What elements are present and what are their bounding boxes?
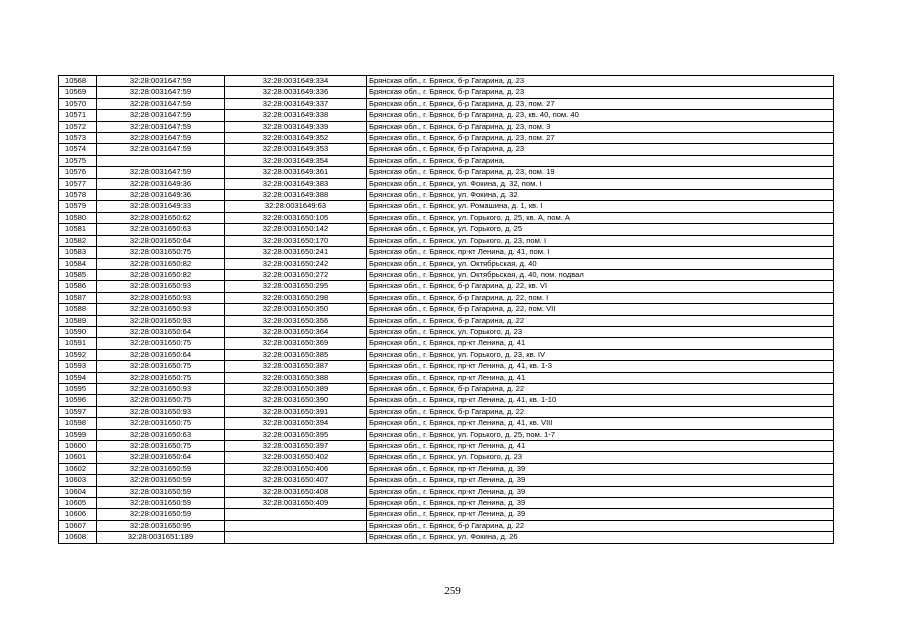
land-cadastral-number-cell: 32:28:0031650:64	[97, 326, 225, 337]
land-cadastral-number-cell: 32:28:0031650:75	[97, 338, 225, 349]
object-cadastral-number-cell: 32:28:0031649:361	[225, 167, 367, 178]
table-row	[59, 190, 834, 201]
address-cell: Брянская обл., г. Брянск, б-р Гагарина, д. 22	[367, 406, 834, 417]
address-cell: Брянская обл., г. Брянск, пр-кт Ленина, д. 41	[367, 372, 834, 383]
row-number-cell: 10590	[59, 326, 97, 337]
land-cadastral-number-cell: 32:28:0031647:59	[97, 76, 225, 87]
row-number-cell: 10605	[59, 498, 97, 509]
object-cadastral-number-cell: 32:28:0031650:407	[225, 475, 367, 486]
object-cadastral-number-cell: 32:28:0031650:105	[225, 212, 367, 223]
row-number-cell: 10570	[59, 98, 97, 109]
address-cell: Брянская обл., г. Брянск, б-р Гагарина, д. 22, пом. I	[367, 292, 834, 303]
table-row	[59, 532, 834, 543]
row-number-cell: 10572	[59, 121, 97, 132]
address-cell: Брянская обл., г. Брянск, пр-кт Ленина, д. 41	[367, 338, 834, 349]
land-cadastral-number-cell: 32:28:0031650:59	[97, 463, 225, 474]
land-cadastral-number-cell: 32:28:0031650:75	[97, 247, 225, 258]
land-cadastral-number-cell: 32:28:0031650:59	[97, 486, 225, 497]
row-number-cell: 10600	[59, 441, 97, 452]
land-cadastral-number-cell: 32:28:0031650:93	[97, 383, 225, 394]
table-row	[59, 441, 834, 452]
land-cadastral-number-cell: 32:28:0031649:36	[97, 190, 225, 201]
object-cadastral-number-cell: 32:28:0031650:142	[225, 224, 367, 235]
object-cadastral-number-cell: 32:28:0031650:241	[225, 247, 367, 258]
address-cell: Брянская обл., г. Брянск, б-р Гагарина, д. 23, пом. 3	[367, 121, 834, 132]
row-number-cell: 10593	[59, 361, 97, 372]
row-number-cell: 10569	[59, 87, 97, 98]
row-number-cell: 10585	[59, 269, 97, 280]
table-row	[59, 98, 834, 109]
address-cell: Брянская обл., г. Брянск, ул. Горького, д. 23, кв. IV	[367, 349, 834, 360]
row-number-cell: 10577	[59, 178, 97, 189]
table-row	[59, 498, 834, 509]
land-cadastral-number-cell: 32:28:0031650:59	[97, 498, 225, 509]
object-cadastral-number-cell: 32:28:0031650:388	[225, 372, 367, 383]
row-number-cell: 10584	[59, 258, 97, 269]
address-cell: Брянская обл., г. Брянск, пр-кт Ленина, д. 41, кв. VIII	[367, 418, 834, 429]
address-cell: Брянская обл., г. Брянск, ул. Фокина, д. 32	[367, 190, 834, 201]
address-cell: Брянская обл., г. Брянск, ул. Горького, д. 23	[367, 452, 834, 463]
address-cell: Брянская обл., г. Брянск, ул. Октябрьская, д. 40, пом. подвал	[367, 269, 834, 280]
address-cell: Брянская обл., г. Брянск, б-р Гагарина, д. 23	[367, 144, 834, 155]
table-row	[59, 372, 834, 383]
row-number-cell: 10583	[59, 247, 97, 258]
land-cadastral-number-cell: 32:28:0031650:75	[97, 395, 225, 406]
table-row	[59, 395, 834, 406]
row-number-cell: 10607	[59, 520, 97, 531]
land-cadastral-number-cell: 32:28:0031647:59	[97, 110, 225, 121]
address-cell: Брянская обл., г. Брянск, пр-кт Ленина, д. 39	[367, 486, 834, 497]
row-number-cell: 10580	[59, 212, 97, 223]
object-cadastral-number-cell: 32:28:0031650:389	[225, 383, 367, 394]
object-cadastral-number-cell: 32:28:0031649:63	[225, 201, 367, 212]
land-cadastral-number-cell	[97, 155, 225, 166]
land-cadastral-number-cell: 32:28:0031650:59	[97, 509, 225, 520]
land-cadastral-number-cell: 32:28:0031647:59	[97, 144, 225, 155]
table-row	[59, 258, 834, 269]
object-cadastral-number-cell: 32:28:0031650:356	[225, 315, 367, 326]
table-row	[59, 110, 834, 121]
row-number-cell: 10591	[59, 338, 97, 349]
row-number-cell: 10578	[59, 190, 97, 201]
object-cadastral-number-cell	[225, 509, 367, 520]
address-cell: Брянская обл., г. Брянск, б-р Гагарина, д. 22, пом. VII	[367, 304, 834, 315]
table-row	[59, 452, 834, 463]
land-cadastral-number-cell: 32:28:0031650:93	[97, 304, 225, 315]
table-row	[59, 383, 834, 394]
row-number-cell: 10568	[59, 76, 97, 87]
land-cadastral-number-cell: 32:28:0031650:64	[97, 235, 225, 246]
address-cell: Брянская обл., г. Брянск, б-р Гагарина, д. 22	[367, 315, 834, 326]
address-cell: Брянская обл., г. Брянск, ул. Октябрьская, д. 40	[367, 258, 834, 269]
table-row	[59, 155, 834, 166]
address-cell: Брянская обл., г. Брянск, пр-кт Ленина, д. 41, кв. 1-3	[367, 361, 834, 372]
row-number-cell: 10587	[59, 292, 97, 303]
table-row	[59, 418, 834, 429]
table-row	[59, 315, 834, 326]
object-cadastral-number-cell: 32:28:0031650:387	[225, 361, 367, 372]
land-cadastral-number-cell: 32:28:0031650:59	[97, 475, 225, 486]
table-row	[59, 292, 834, 303]
object-cadastral-number-cell: 32:28:0031650:295	[225, 281, 367, 292]
row-number-cell: 10601	[59, 452, 97, 463]
table-row	[59, 349, 834, 360]
object-cadastral-number-cell: 32:28:0031649:353	[225, 144, 367, 155]
row-number-cell: 10571	[59, 110, 97, 121]
table-row	[59, 509, 834, 520]
land-cadastral-number-cell: 32:28:0031650:93	[97, 315, 225, 326]
table-row	[59, 76, 834, 87]
address-cell: Брянская обл., г. Брянск, пр-кт Ленина, д. 39	[367, 498, 834, 509]
object-cadastral-number-cell: 32:28:0031650:364	[225, 326, 367, 337]
address-cell: Брянская обл., г. Брянск, б-р Гагарина, д. 23, пом. 19	[367, 167, 834, 178]
address-cell: Брянская обл., г. Брянск, б-р Гагарина, д. 22, кв. VI	[367, 281, 834, 292]
address-cell: Брянская обл., г. Брянск, пр-кт Ленина, д. 39	[367, 509, 834, 520]
land-cadastral-number-cell: 32:28:0031650:93	[97, 406, 225, 417]
page-number: 259	[444, 585, 461, 597]
object-cadastral-number-cell: 32:28:0031650:397	[225, 441, 367, 452]
row-number-cell: 10602	[59, 463, 97, 474]
address-cell: Брянская обл., г. Брянск, б-р Гагарина, д. 23	[367, 76, 834, 87]
land-cadastral-number-cell: 32:28:0031650:82	[97, 258, 225, 269]
object-cadastral-number-cell: 32:28:0031650:272	[225, 269, 367, 280]
object-cadastral-number-cell: 32:28:0031649:336	[225, 87, 367, 98]
table-row	[59, 87, 834, 98]
row-number-cell: 10582	[59, 235, 97, 246]
table-row	[59, 486, 834, 497]
address-cell: Брянская обл., г. Брянск, ул. Горького, д. 25	[367, 224, 834, 235]
land-cadastral-number-cell: 32:28:0031649:33	[97, 201, 225, 212]
address-cell: Брянская обл., г. Брянск, пр-кт Ленина, д. 41, пом. I	[367, 247, 834, 258]
object-cadastral-number-cell: 32:28:0031650:170	[225, 235, 367, 246]
address-cell: Брянская обл., г. Брянск, б-р Гагарина, д. 23, пом. 27	[367, 133, 834, 144]
table-row	[59, 144, 834, 155]
registry-table	[58, 75, 834, 544]
object-cadastral-number-cell	[225, 532, 367, 543]
row-number-cell: 10581	[59, 224, 97, 235]
table-row	[59, 475, 834, 486]
table-row	[59, 133, 834, 144]
object-cadastral-number-cell: 32:28:0031649:339	[225, 121, 367, 132]
address-cell: Брянская обл., г. Брянск, б-р Гагарина, д. 23	[367, 87, 834, 98]
land-cadastral-number-cell: 32:28:0031650:75	[97, 361, 225, 372]
land-cadastral-number-cell: 32:28:0031650:64	[97, 452, 225, 463]
table-row	[59, 338, 834, 349]
object-cadastral-number-cell: 32:28:0031650:390	[225, 395, 367, 406]
land-cadastral-number-cell: 32:28:0031647:59	[97, 121, 225, 132]
row-number-cell: 10579	[59, 201, 97, 212]
row-number-cell: 10608	[59, 532, 97, 543]
address-cell: Брянская обл., г. Брянск, ул. Горького, д. 23, пом. I	[367, 235, 834, 246]
table-row	[59, 326, 834, 337]
object-cadastral-number-cell: 32:28:0031650:406	[225, 463, 367, 474]
row-number-cell: 10576	[59, 167, 97, 178]
row-number-cell: 10588	[59, 304, 97, 315]
table-row	[59, 406, 834, 417]
land-cadastral-number-cell: 32:28:0031650:82	[97, 269, 225, 280]
table-row	[59, 361, 834, 372]
object-cadastral-number-cell: 32:28:0031649:337	[225, 98, 367, 109]
table-row	[59, 201, 834, 212]
address-cell: Брянская обл., г. Брянск, б-р Гагарина, д. 23, кв. 40, пом. 40	[367, 110, 834, 121]
table-row	[59, 463, 834, 474]
address-cell: Брянская обл., г. Брянск, ул. Фокина, д. 32, пом. I	[367, 178, 834, 189]
object-cadastral-number-cell: 32:28:0031650:402	[225, 452, 367, 463]
table-row	[59, 247, 834, 258]
object-cadastral-number-cell: 32:28:0031649:388	[225, 190, 367, 201]
table-row	[59, 167, 834, 178]
row-number-cell: 10599	[59, 429, 97, 440]
row-number-cell: 10603	[59, 475, 97, 486]
row-number-cell: 10574	[59, 144, 97, 155]
address-cell: Брянская обл., г. Брянск, ул. Горького, д. 25, пом. 1-7	[367, 429, 834, 440]
object-cadastral-number-cell	[225, 520, 367, 531]
address-cell: Брянская обл., г. Брянск, ул. Ромашина, д. 1, кв. I	[367, 201, 834, 212]
row-number-cell: 10596	[59, 395, 97, 406]
land-cadastral-number-cell: 32:28:0031647:59	[97, 167, 225, 178]
object-cadastral-number-cell: 32:28:0031649:338	[225, 110, 367, 121]
address-cell: Брянская обл., г. Брянск, ул. Фокина, д. 26	[367, 532, 834, 543]
row-number-cell: 10586	[59, 281, 97, 292]
row-number-cell: 10606	[59, 509, 97, 520]
land-cadastral-number-cell: 32:28:0031650:75	[97, 441, 225, 452]
object-cadastral-number-cell: 32:28:0031649:354	[225, 155, 367, 166]
object-cadastral-number-cell: 32:28:0031650:395	[225, 429, 367, 440]
address-cell: Брянская обл., г. Брянск, ул. Горького, д. 23	[367, 326, 834, 337]
object-cadastral-number-cell: 32:28:0031649:334	[225, 76, 367, 87]
land-cadastral-number-cell: 32:28:0031650:62	[97, 212, 225, 223]
object-cadastral-number-cell: 32:28:0031650:408	[225, 486, 367, 497]
object-cadastral-number-cell: 32:28:0031650:350	[225, 304, 367, 315]
table-row	[59, 304, 834, 315]
land-cadastral-number-cell: 32:28:0031650:63	[97, 224, 225, 235]
table-row	[59, 121, 834, 132]
address-cell: Брянская обл., г. Брянск, пр-кт Ленина, д. 41, кв. 1-10	[367, 395, 834, 406]
row-number-cell: 10594	[59, 372, 97, 383]
registry-table-body	[59, 76, 834, 544]
row-number-cell: 10589	[59, 315, 97, 326]
row-number-cell: 10595	[59, 383, 97, 394]
land-cadastral-number-cell: 32:28:0031647:59	[97, 133, 225, 144]
land-cadastral-number-cell: 32:28:0031650:93	[97, 292, 225, 303]
object-cadastral-number-cell: 32:28:0031650:391	[225, 406, 367, 417]
address-cell: Брянская обл., г. Брянск, б-р Гагарина, д. 22	[367, 383, 834, 394]
table-row	[59, 178, 834, 189]
row-number-cell: 10575	[59, 155, 97, 166]
land-cadastral-number-cell: 32:28:0031650:63	[97, 429, 225, 440]
land-cadastral-number-cell: 32:28:0031650:93	[97, 281, 225, 292]
address-cell: Брянская обл., г. Брянск, ул. Горького, д. 25, кв. А, пом. А	[367, 212, 834, 223]
address-cell: Брянская обл., г. Брянск, б-р Гагарина, д. 23, пом. 27	[367, 98, 834, 109]
table-row	[59, 281, 834, 292]
land-cadastral-number-cell: 32:28:0031650:95	[97, 520, 225, 531]
land-cadastral-number-cell: 32:28:0031647:59	[97, 87, 225, 98]
object-cadastral-number-cell: 32:28:0031649:383	[225, 178, 367, 189]
object-cadastral-number-cell: 32:28:0031650:369	[225, 338, 367, 349]
row-number-cell: 10592	[59, 349, 97, 360]
table-row	[59, 520, 834, 531]
address-cell: Брянская обл., г. Брянск, б-р Гагарина, д. 22	[367, 520, 834, 531]
object-cadastral-number-cell: 32:28:0031650:298	[225, 292, 367, 303]
table-row	[59, 235, 834, 246]
land-cadastral-number-cell: 32:28:0031650:75	[97, 372, 225, 383]
table-row	[59, 224, 834, 235]
address-cell: Брянская обл., г. Брянск, б-р Гагарина,	[367, 155, 834, 166]
object-cadastral-number-cell: 32:28:0031649:352	[225, 133, 367, 144]
row-number-cell: 10573	[59, 133, 97, 144]
table-row	[59, 429, 834, 440]
object-cadastral-number-cell: 32:28:0031650:242	[225, 258, 367, 269]
land-cadastral-number-cell: 32:28:0031650:64	[97, 349, 225, 360]
table-row	[59, 269, 834, 280]
table-row	[59, 212, 834, 223]
object-cadastral-number-cell: 32:28:0031650:394	[225, 418, 367, 429]
land-cadastral-number-cell: 32:28:0031649:36	[97, 178, 225, 189]
land-cadastral-number-cell: 32:28:0031650:75	[97, 418, 225, 429]
row-number-cell: 10604	[59, 486, 97, 497]
object-cadastral-number-cell: 32:28:0031650:409	[225, 498, 367, 509]
address-cell: Брянская обл., г. Брянск, пр-кт Ленина, д. 39	[367, 475, 834, 486]
address-cell: Брянская обл., г. Брянск, пр-кт Ленина, д. 41	[367, 441, 834, 452]
address-cell: Брянская обл., г. Брянск, пр-кт Ленина, д. 39	[367, 463, 834, 474]
row-number-cell: 10597	[59, 406, 97, 417]
land-cadastral-number-cell: 32:28:0031647:59	[97, 98, 225, 109]
object-cadastral-number-cell: 32:28:0031650:385	[225, 349, 367, 360]
row-number-cell: 10598	[59, 418, 97, 429]
land-cadastral-number-cell: 32:28:0031651:189	[97, 532, 225, 543]
